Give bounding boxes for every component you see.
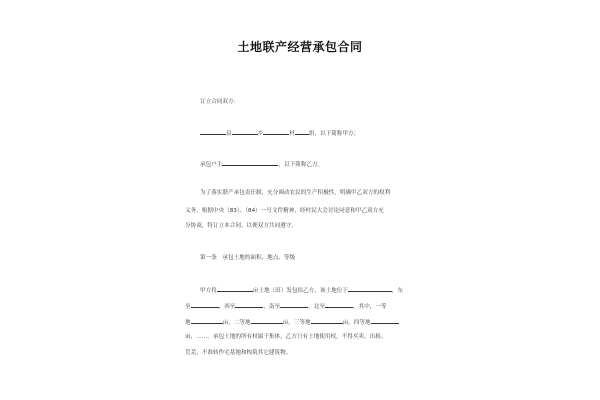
- north-boundary-blank[interactable]: [325, 301, 353, 308]
- township-blank[interactable]: [232, 128, 258, 135]
- south-boundary-blank[interactable]: [280, 301, 308, 308]
- grade-one-blank[interactable]: [191, 317, 223, 324]
- party-b-suffix: ，以下简称乙方。: [278, 162, 324, 168]
- text-segment: 地: [185, 320, 191, 326]
- text-segment: ，其中，一等: [353, 304, 387, 310]
- group-blank[interactable]: [295, 128, 309, 135]
- purpose-paragraph-line-1: 为了落实联产承包责任制，充分调动农民的生产积极性，明确甲乙双方的权利: [200, 190, 391, 196]
- grade-four-blank[interactable]: [371, 317, 399, 324]
- group-label: 组，以下简称甲方；: [308, 131, 360, 137]
- text-segment: 至: [185, 304, 191, 310]
- village-label: 村: [289, 131, 295, 137]
- grade-three-blank[interactable]: [311, 317, 343, 324]
- text-segment: ，南至: [263, 304, 281, 310]
- text-segment: ，东: [391, 288, 404, 294]
- purpose-paragraph-line-3: 分协商，特订立本合同，以便双方共同遵守。: [185, 223, 297, 229]
- text-segment: 亩土地（田）发包给乙方，该土地位于: [252, 288, 348, 294]
- article-one-line-2: [185, 301, 425, 311]
- grade-two-blank[interactable]: [251, 317, 283, 324]
- article-one-line-5: 荒芜，不准转作宅基地和构筑其它建筑物。: [185, 350, 292, 356]
- article-one-line-1: [200, 285, 440, 295]
- text-segment: 亩，四等地: [342, 320, 371, 326]
- county-label: 县: [226, 131, 232, 137]
- purpose-paragraph-line-2: 义务，根据中央（83）、（84）一号文件精神，经村民大会讨论同意和甲乙双方充: [185, 208, 384, 214]
- west-boundary-blank[interactable]: [235, 301, 263, 308]
- article-one-line-3: [185, 317, 425, 327]
- township-label: 乡: [257, 131, 264, 137]
- householder-blank[interactable]: [222, 159, 278, 166]
- text-segment: 亩，二等地: [222, 320, 251, 326]
- location-blank[interactable]: [348, 285, 392, 292]
- text-segment: ，西至: [218, 304, 236, 310]
- party-b-prefix: 承包户主: [200, 162, 223, 168]
- text-segment: ，北至: [308, 304, 325, 310]
- document-title: 土地联产经营承包合同: [237, 40, 363, 54]
- contracting-parties-intro: 订立合同双方：: [200, 99, 240, 105]
- article-one-line-4: 亩，……。承包土地的所有权属于集体，乙方只有土地使用权，不得买卖、出租、: [185, 334, 387, 340]
- text-segment: 甲方将: [200, 288, 217, 294]
- party-a-line: [200, 128, 440, 138]
- article-one-heading: 第一条 承包土地的面积、地点、等级: [200, 255, 296, 261]
- text-segment: 亩，三等地: [282, 320, 311, 326]
- village-blank[interactable]: [263, 128, 289, 135]
- county-blank[interactable]: [200, 128, 226, 135]
- party-b-line: [200, 159, 440, 169]
- acreage-blank[interactable]: [217, 285, 253, 292]
- east-boundary-blank[interactable]: [191, 301, 219, 308]
